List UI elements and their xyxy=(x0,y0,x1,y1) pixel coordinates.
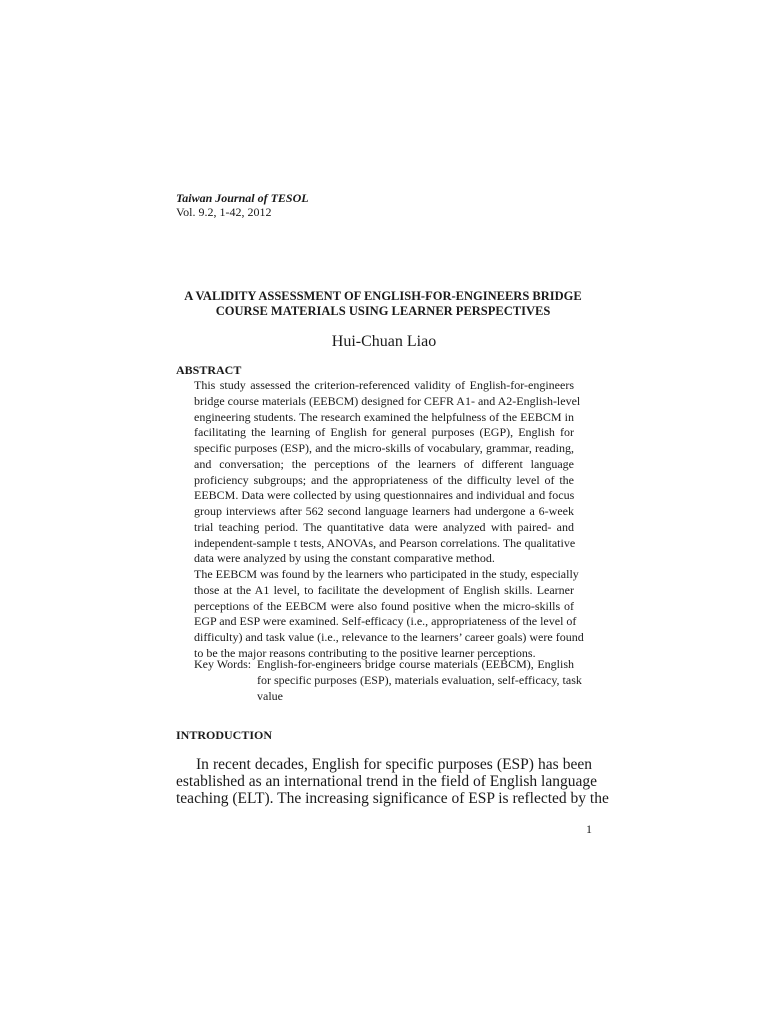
keywords-label: Key Words: xyxy=(194,657,252,671)
introduction-line: established as an international trend in the field of English language xyxy=(176,773,597,790)
keywords-line: for specific purposes (ESP), materials evaluation, self-efficacy, task xyxy=(257,673,582,687)
introduction-line: teaching (ELT). The increasing significance of ESP is reflected by the xyxy=(176,790,609,807)
keywords-text xyxy=(257,656,582,704)
abstract-line: independent-sample t tests, ANOVAs, and Pearson correlations. The qualitative xyxy=(194,535,576,550)
author-name: Hui-Chuan Liao xyxy=(331,333,437,350)
abstract-line: EGP and ESP were examined. Self-efficacy (i.e., appropriateness of the level of xyxy=(194,614,577,629)
abstract-line: engineering students. The research examined the helpfulness of the EEBCM in xyxy=(194,409,574,424)
journal-volume: Vol. 9.2, 1-42, 2012 xyxy=(176,205,272,219)
abstract-line: specific purposes (ESP), and the micro-skills of vocabulary, grammar, reading, xyxy=(194,441,574,455)
keywords-line: English-for-engineers bridge course materials (EEBCM), English xyxy=(257,657,574,671)
introduction-heading: INTRODUCTION xyxy=(176,728,273,742)
abstract-line: those at the A1 level, to facilitate the development of English skills. Learner xyxy=(194,582,574,597)
abstract-line: EEBCM. Data were collected by using questionnaires and individual and focus xyxy=(194,488,575,503)
introduction-line: In recent decades, English for specific purposes (ESP) has been xyxy=(196,756,592,773)
abstract-line: group interviews after 562 second language learners had undergone a 6-week xyxy=(194,504,574,518)
abstract-body xyxy=(194,378,584,662)
journal-info xyxy=(176,191,309,219)
paper-title-line-2: COURSE MATERIALS USING LEARNER PERSPECTIVES xyxy=(215,304,551,318)
abstract-line: trial teaching period. The quantitative data were analyzed with paired- and xyxy=(194,519,574,534)
abstract-line: data were analyzed by using the constant comparative method. xyxy=(194,551,495,566)
paper-title xyxy=(150,289,616,319)
abstract-line: proficiency subgroups; and the appropriateness of the difficulty level of the xyxy=(194,472,574,487)
paper-title-line-1: A VALIDITY ASSESSMENT OF ENGLISH-FOR-ENGINEERS BRIDGE xyxy=(184,289,582,303)
abstract-line: to be the major reasons contributing to the positive learner perceptions. xyxy=(194,645,536,660)
abstract-heading: ABSTRACT xyxy=(176,363,242,377)
journal-name: Taiwan Journal of TESOL xyxy=(176,191,309,205)
abstract-line: The EEBCM was found by the learners who participated in the study, especially xyxy=(194,567,579,581)
abstract-line: facilitating the learning of English for general purposes (EGP), English for xyxy=(194,425,574,440)
keywords-line: value xyxy=(257,689,283,703)
abstract-line: difficulty) and task value (i.e., relevance to the learners’ career goals) were found xyxy=(194,630,584,644)
abstract-line: bridge course materials (EEBCM) designed for CEFR A1- and A2-English-level xyxy=(194,393,581,408)
abstract-line: and conversation; the perceptions of the learners of different language xyxy=(194,456,574,471)
page-number: 1 xyxy=(586,822,592,836)
abstract-line: This study assessed the criterion-referenced validity of English-for-engineers xyxy=(194,378,574,392)
abstract-line: perceptions of the EEBCM were also found positive when the micro-skills of xyxy=(194,598,574,613)
introduction-body xyxy=(176,756,609,807)
